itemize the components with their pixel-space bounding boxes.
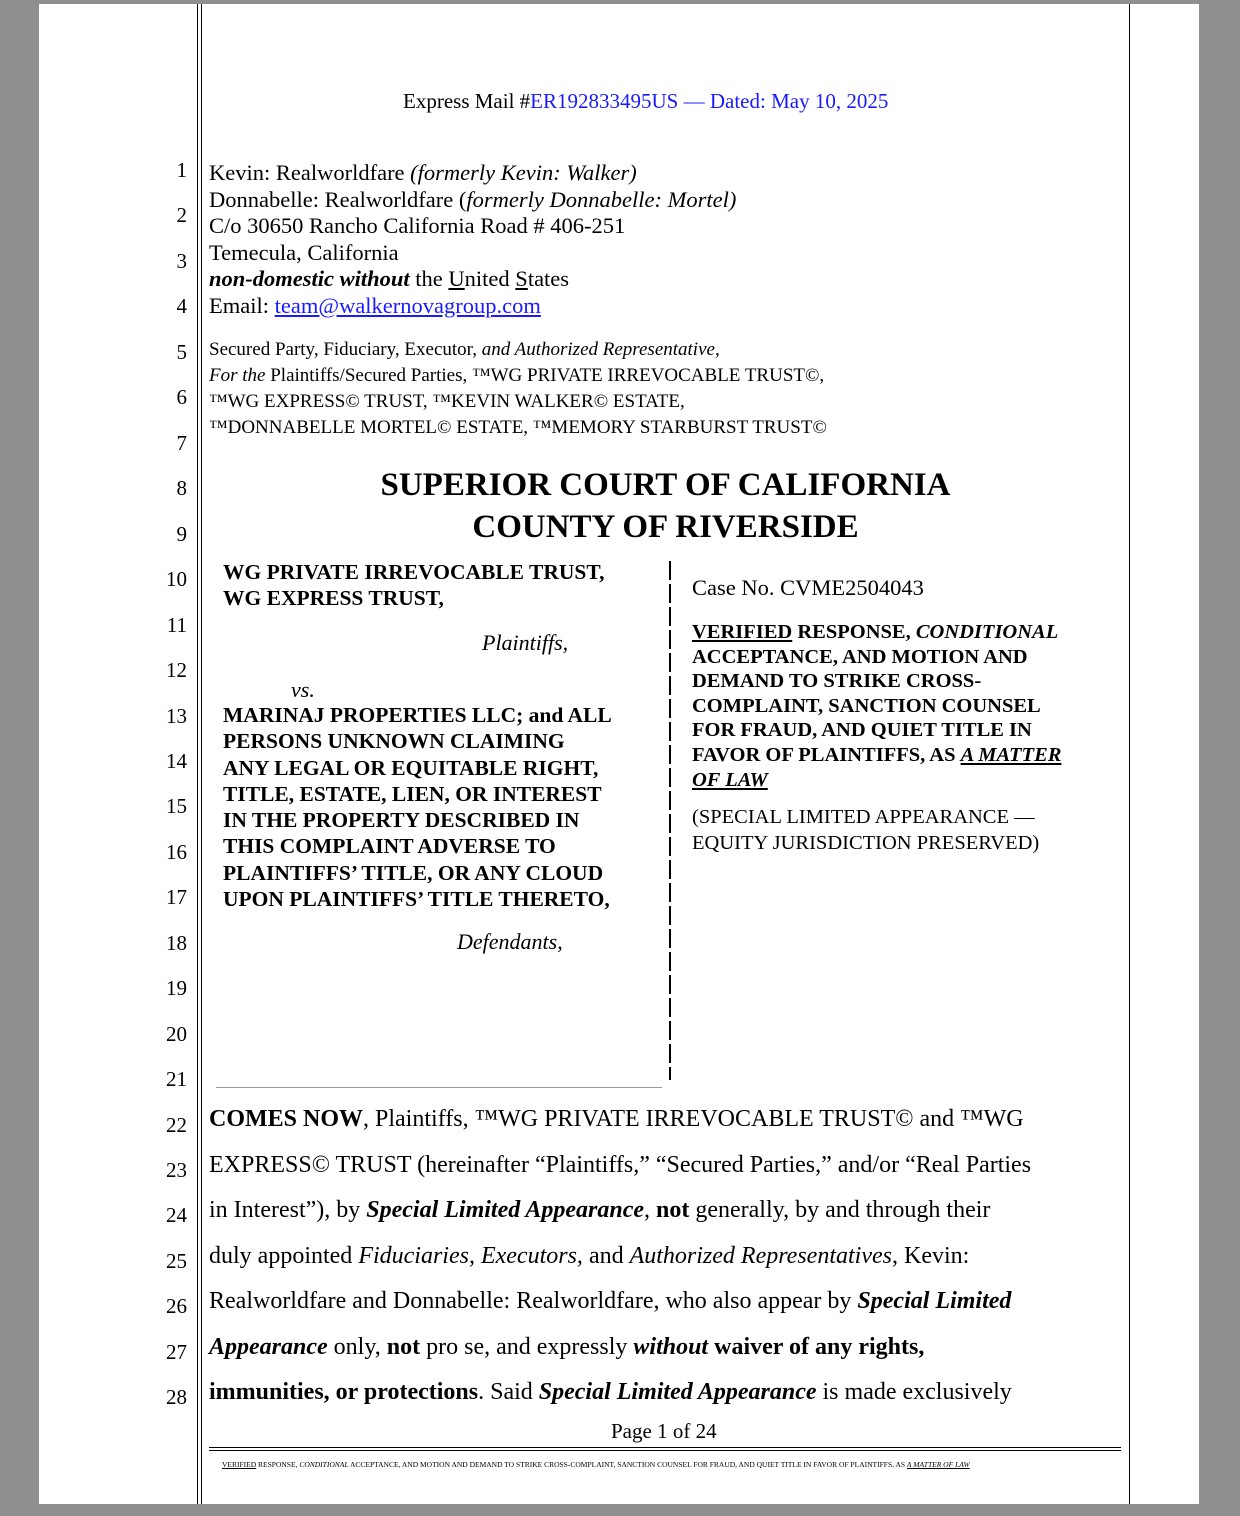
defendants-label: Defendants, <box>457 929 563 954</box>
line-number: 22 <box>166 1113 187 1137</box>
tracking-number: ER192833495US <box>530 89 679 113</box>
line-number: 27 <box>166 1340 187 1364</box>
line-number: 20 <box>166 1022 187 1046</box>
caption-bottom-rule <box>216 1087 662 1088</box>
plaintiffs-label: Plaintiffs, <box>482 630 569 655</box>
line-number: 28 <box>166 1385 187 1409</box>
line-number: 14 <box>166 749 187 773</box>
line-number: 24 <box>166 1203 187 1227</box>
line-number: 7 <box>176 431 187 455</box>
line-number: 16 <box>166 840 187 864</box>
line-number: 9 <box>176 522 187 546</box>
line-number: 1 <box>176 158 187 182</box>
line-number: 17 <box>166 885 187 909</box>
right-margin-rule <box>1129 4 1130 1504</box>
left-margin-rule-inner <box>201 4 202 1504</box>
footer-rule <box>209 1447 1121 1448</box>
page-number: Page 1 of 24 <box>611 1419 717 1443</box>
line-number: 12 <box>166 658 187 682</box>
email-line: Email: team@walkernovagroup.com <box>209 292 541 318</box>
address-block <box>209 160 736 319</box>
line-number: 10 <box>166 567 187 591</box>
line-number: 13 <box>166 704 187 728</box>
document-page <box>39 4 1199 1504</box>
address-line: Donnabelle: Realworldfare (formerly Donnabelle: Mortel) <box>209 186 737 212</box>
line-number: 8 <box>176 476 187 500</box>
line-number: 6 <box>176 385 187 409</box>
footer-rule-2 <box>209 1450 1121 1451</box>
case-number: Case No. CVME2504043 <box>692 575 924 600</box>
document-title: VERIFIED RESPONSE, CONDITIONAL ACCEPTANCE, AND MOTION AND DEMAND TO STRIKE CROSS- COMPLAINT, SANCTION COUNSEL FOR FRAUD, AND QUIET TITLE IN FAVOR OF PLAINTIFFS, AS A MATTER OF LAW <box>692 621 1062 791</box>
plaintiffs-names: WG PRIVATE IRREVOCABLE TRUST, WG EXPRESS TRUST, <box>223 560 605 611</box>
defendants-names: MARINAJ PROPERTIES LLC; and ALL PERSONS UNKNOWN CLAIMING ANY LEGAL OR EQUITABLE RIGHT, TITLE, ESTATE, LIEN, OR INTEREST IN THE PROPERTY DESCRIBED IN THIS COMPLAINT ADVERSE TO PLAINTIFFS’ TITLE, OR ANY CLOUD UPON PLAINTIFFS’ TITLE THERETO, <box>223 703 612 912</box>
line-number: 25 <box>166 1249 187 1273</box>
address-line: Kevin: Realworldfare (formerly Kevin: Walker) <box>209 160 637 185</box>
line-number: 4 <box>176 294 187 318</box>
body-paragraph: COMES NOW, Plaintiffs, ™WG PRIVATE IRREVOCABLE TRUST© and ™WG EXPRESS© TRUST (hereinafter “Plaintiffs,” “Secured Parties,” and/or “Real Parties in Interest”), by Special Limited Appearance, not generally, by and through their duly appointed Fiduciaries, Executors, and Authorized Representatives, Kevin: Realworldfare and Donnabelle: Realworldfare, who also appear by Special Limited Appearance only, not pro se, and expressly without waiver of any rights, immunities, or protections. Said Special Limited Appearance is made exclusively <box>209 1106 1032 1405</box>
express-mail-header: Express Mail #ER192833495US — Dated: May 10, 2025 <box>403 89 889 113</box>
address-line: non-domestic without the United States <box>209 266 570 291</box>
line-number: 5 <box>176 340 187 364</box>
left-margin-rule <box>197 4 198 1504</box>
address-line: Temecula, California <box>209 239 399 265</box>
line-number: 23 <box>166 1158 187 1182</box>
line-number: 11 <box>166 613 187 637</box>
footer-caption: VERIFIED RESPONSE, CONDITIONAL ACCEPTANCE, AND MOTION AND DEMAND TO STRIKE CROSS-COMPLAINT, SANCTION COUNSEL FOR FRAUD, AND QUIET TITLE IN FAVOR OF PLAINTIFFS, AS A MATTER OF LAW <box>222 1460 970 1469</box>
line-number: 3 <box>176 249 187 273</box>
line-number: 19 <box>166 976 187 1000</box>
line-number: 21 <box>166 1067 187 1091</box>
party-block: Secured Party, Fiduciary, Executor, and Authorized Representative, For the Plaintiffs/Secured Parties, ™WG PRIVATE IRREVOCABLE TRUST©, ™WG EXPRESS© TRUST, ™KEVIN WALKER© ESTATE, ™DONNABELLE MORTEL© ESTATE, ™MEMORY STARBURST TRUST© <box>209 339 827 438</box>
appearance-note: (SPECIAL LIMITED APPEARANCE — EQUITY JURISDICTION PRESERVED) <box>692 806 1040 854</box>
dated: — Dated: May 10, 2025 <box>678 89 889 113</box>
line-number: 18 <box>166 931 187 955</box>
court-title: SUPERIOR COURT OF CALIFORNIA COUNTY OF RIVERSIDE <box>380 467 951 545</box>
email-link[interactable]: team@walkernovagroup.com <box>274 292 541 318</box>
line-number: 26 <box>166 1294 187 1318</box>
address-line: C/o 30650 Rancho California Road # 406-251 <box>209 213 626 238</box>
line-number: 15 <box>166 794 187 818</box>
line-number: 2 <box>176 203 187 227</box>
versus: vs. <box>291 677 315 702</box>
